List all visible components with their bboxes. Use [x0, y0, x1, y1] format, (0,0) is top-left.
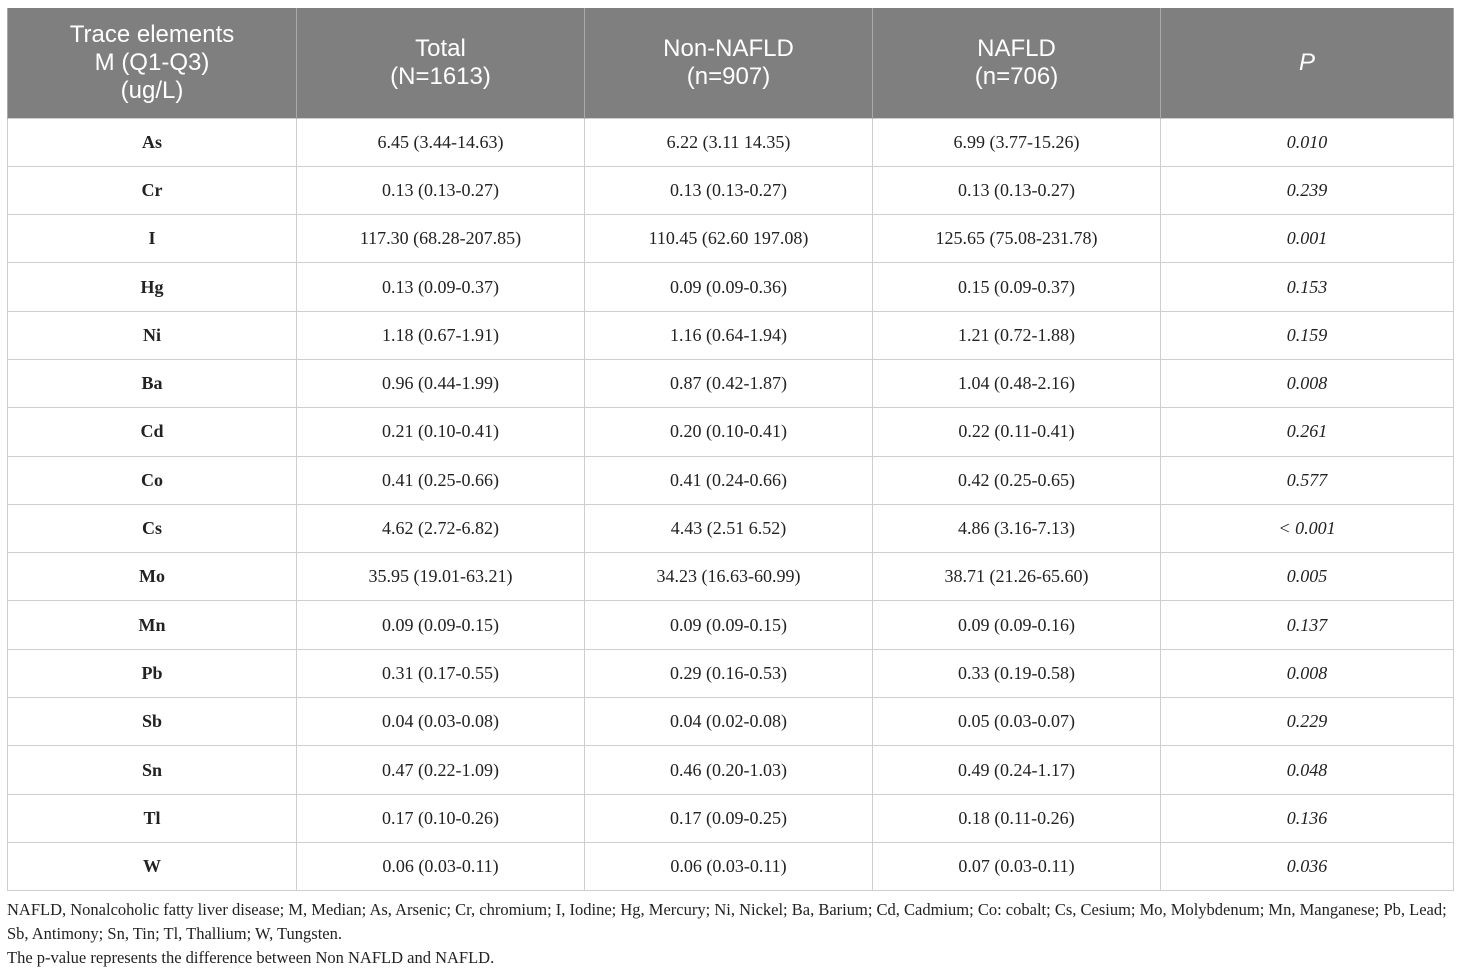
cell-total: 0.04 (0.03-0.08) — [297, 698, 585, 746]
table-footnote — [7, 898, 1453, 970]
cell-element: Tl — [8, 794, 297, 842]
cell-non-nafld: 0.09 (0.09-0.15) — [585, 601, 873, 649]
table-row — [8, 166, 1454, 214]
cell-p-value: 0.239 — [1161, 166, 1454, 214]
cell-element: Mo — [8, 553, 297, 601]
table-row — [8, 698, 1454, 746]
cell-total: 0.09 (0.09-0.15) — [297, 601, 585, 649]
table-row — [8, 263, 1454, 311]
cell-p-value: 0.001 — [1161, 215, 1454, 263]
cell-p-value: 0.137 — [1161, 601, 1454, 649]
cell-total: 0.47 (0.22-1.09) — [297, 746, 585, 794]
cell-non-nafld: 0.06 (0.03-0.11) — [585, 842, 873, 890]
footnote-abbreviations: NAFLD, Nonalcoholic fatty liver disease; M, Median; As, Arsenic; Cr, chromium; I, Iodine; Hg, Mercury; Ni, Nickel; Ba, Barium; Cd, Cadmium; Co: cobalt; Cs, Cesium; Mo, Molybdenum; Mn, Manganese; Pb, Lead; Sb, Antimony; Sn, Tin; Tl, Thallium; W, Tungsten. — [7, 900, 1447, 943]
trace-elements-table — [7, 8, 1454, 891]
cell-element: Ni — [8, 311, 297, 359]
cell-element: Cd — [8, 408, 297, 456]
cell-element: Sb — [8, 698, 297, 746]
cell-nafld: 1.04 (0.48-2.16) — [873, 359, 1161, 407]
cell-total: 0.13 (0.09-0.37) — [297, 263, 585, 311]
cell-nafld: 0.22 (0.11-0.41) — [873, 408, 1161, 456]
cell-nafld: 4.86 (3.16-7.13) — [873, 504, 1161, 552]
cell-nafld: 0.49 (0.24-1.17) — [873, 746, 1161, 794]
cell-p-value: 0.159 — [1161, 311, 1454, 359]
cell-nafld: 0.42 (0.25-0.65) — [873, 456, 1161, 504]
cell-element: Cs — [8, 504, 297, 552]
cell-total: 117.30 (68.28-207.85) — [297, 215, 585, 263]
table-row — [8, 794, 1454, 842]
cell-nafld: 1.21 (0.72-1.88) — [873, 311, 1161, 359]
table-header — [8, 8, 1454, 118]
cell-element: Sn — [8, 746, 297, 794]
table-row — [8, 408, 1454, 456]
cell-nafld: 0.18 (0.11-0.26) — [873, 794, 1161, 842]
cell-nafld: 6.99 (3.77-15.26) — [873, 118, 1161, 166]
cell-p-value: 0.153 — [1161, 263, 1454, 311]
header-total: Total (N=1613) — [297, 8, 585, 118]
data-table-container — [7, 8, 1453, 891]
cell-total: 0.17 (0.10-0.26) — [297, 794, 585, 842]
cell-p-value: 0.008 — [1161, 649, 1454, 697]
cell-total: 4.62 (2.72-6.82) — [297, 504, 585, 552]
table-row — [8, 504, 1454, 552]
cell-non-nafld: 0.87 (0.42-1.87) — [585, 359, 873, 407]
cell-total: 1.18 (0.67-1.91) — [297, 311, 585, 359]
table-row — [8, 746, 1454, 794]
cell-non-nafld: 0.13 (0.13-0.27) — [585, 166, 873, 214]
table-row — [8, 311, 1454, 359]
table-row — [8, 842, 1454, 890]
table-row — [8, 553, 1454, 601]
cell-non-nafld: 4.43 (2.51 6.52) — [585, 504, 873, 552]
table-body — [8, 118, 1454, 891]
cell-total: 0.41 (0.25-0.66) — [297, 456, 585, 504]
header-row — [8, 8, 1454, 118]
footnote-note: The p-value represents the difference between Non NAFLD and NAFLD. — [7, 948, 495, 967]
cell-total: 0.21 (0.10-0.41) — [297, 408, 585, 456]
cell-non-nafld: 0.46 (0.20-1.03) — [585, 746, 873, 794]
cell-nafld: 0.09 (0.09-0.16) — [873, 601, 1161, 649]
cell-non-nafld: 0.09 (0.09-0.36) — [585, 263, 873, 311]
cell-p-value: 0.229 — [1161, 698, 1454, 746]
cell-non-nafld: 6.22 (3.11 14.35) — [585, 118, 873, 166]
cell-non-nafld: 0.29 (0.16-0.53) — [585, 649, 873, 697]
cell-non-nafld: 0.17 (0.09-0.25) — [585, 794, 873, 842]
cell-total: 0.06 (0.03-0.11) — [297, 842, 585, 890]
cell-nafld: 0.07 (0.03-0.11) — [873, 842, 1161, 890]
cell-nafld: 125.65 (75.08-231.78) — [873, 215, 1161, 263]
header-nafld: NAFLD (n=706) — [873, 8, 1161, 118]
cell-nafld: 0.15 (0.09-0.37) — [873, 263, 1161, 311]
cell-element: As — [8, 118, 297, 166]
header-trace-elements: Trace elements M (Q1-Q3) (ug/L) — [8, 8, 297, 118]
cell-element: Co — [8, 456, 297, 504]
table-row — [8, 359, 1454, 407]
cell-nafld: 0.05 (0.03-0.07) — [873, 698, 1161, 746]
table-row — [8, 601, 1454, 649]
cell-p-value: 0.577 — [1161, 456, 1454, 504]
cell-element: Ba — [8, 359, 297, 407]
cell-element: W — [8, 842, 297, 890]
table-row — [8, 649, 1454, 697]
table-row — [8, 215, 1454, 263]
cell-nafld: 0.13 (0.13-0.27) — [873, 166, 1161, 214]
cell-non-nafld: 0.04 (0.02-0.08) — [585, 698, 873, 746]
cell-total: 35.95 (19.01-63.21) — [297, 553, 585, 601]
cell-total: 0.13 (0.13-0.27) — [297, 166, 585, 214]
cell-non-nafld: 110.45 (62.60 197.08) — [585, 215, 873, 263]
cell-non-nafld: 1.16 (0.64-1.94) — [585, 311, 873, 359]
header-non-nafld: Non-NAFLD (n=907) — [585, 8, 873, 118]
cell-element: I — [8, 215, 297, 263]
cell-element: Hg — [8, 263, 297, 311]
cell-nafld: 38.71 (21.26-65.60) — [873, 553, 1161, 601]
cell-element: Pb — [8, 649, 297, 697]
table-row — [8, 456, 1454, 504]
cell-total: 0.96 (0.44-1.99) — [297, 359, 585, 407]
cell-total: 6.45 (3.44-14.63) — [297, 118, 585, 166]
cell-p-value: 0.036 — [1161, 842, 1454, 890]
cell-p-value: 0.136 — [1161, 794, 1454, 842]
header-p-value: P — [1161, 8, 1454, 118]
cell-non-nafld: 0.41 (0.24-0.66) — [585, 456, 873, 504]
cell-total: 0.31 (0.17-0.55) — [297, 649, 585, 697]
cell-element: Cr — [8, 166, 297, 214]
table-row — [8, 118, 1454, 166]
cell-non-nafld: 0.20 (0.10-0.41) — [585, 408, 873, 456]
cell-p-value: < 0.001 — [1161, 504, 1454, 552]
cell-element: Mn — [8, 601, 297, 649]
cell-p-value: 0.048 — [1161, 746, 1454, 794]
cell-p-value: 0.008 — [1161, 359, 1454, 407]
cell-p-value: 0.005 — [1161, 553, 1454, 601]
cell-p-value: 0.010 — [1161, 118, 1454, 166]
cell-p-value: 0.261 — [1161, 408, 1454, 456]
cell-non-nafld: 34.23 (16.63-60.99) — [585, 553, 873, 601]
cell-nafld: 0.33 (0.19-0.58) — [873, 649, 1161, 697]
